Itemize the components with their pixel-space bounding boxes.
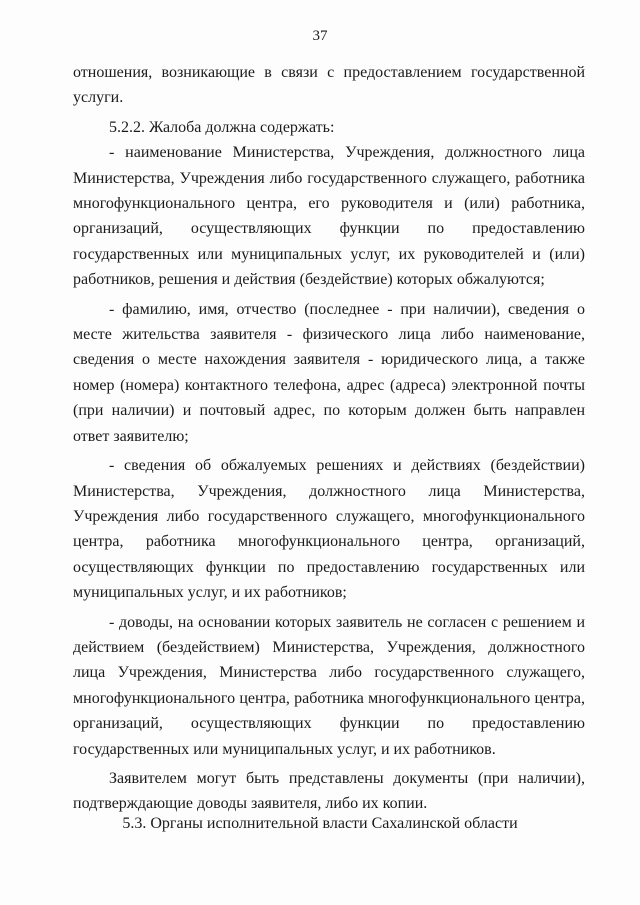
list-item-applicant: - фамилию, имя, отчество (последнее - при наличии), сведения о месте жительства заявителя - физического лица либо наименование, сведения о месте нахождения заявителя - юридического лица, а также номер (номера) контактного телефона, адрес (адреса) электронной почты (при наличии) и почтовый адрес, по которым должен быть направлен ответ заявителю; [73,300,585,445]
list-item-arguments: - доводы, на основании которых заявитель не согласен с решением и действием (бездействием) Министерства, Учреждения, должностного лица Учреждения, Министерства либо государственного служащего, многофункционального центра, работника многофункционального центра, организаций, осуществляющих функции по предоставлению государственных или муниципальных услуг, и их работников. [73,613,585,758]
document-body [73,60,585,817]
paragraph-complaint-contents: 5.2.2. Жалоба должна содержать: [109,118,335,136]
list-item-decisions: - сведения об обжалуемых решениях и действиях (бездействии) Министерства, Учреждения, должностного лица Министерства, Учреждения либо государственного служащего, многофункционального центра, работника многофункционального центра, организаций, осуществляющих функции по предоставлению государственных или муниципальных услуг, и их работников; [73,457,585,602]
list-item-name: - наименование Министерства, Учреждения, должностного лица Министерства, Учреждения либо государственного служащего, работника многофункционального центра, его руководителя и (или) работника, организаций, осуществляющих функции по предоставлению государственных или муниципальных услуг, их руководителей и (или) работников, решения и действия (бездействие) которых обжалуются; [73,144,585,289]
paragraph-continuation: отношения, возникающие в связи с предоставлением государственной услуги. [73,64,585,107]
paragraph-documents: Заявителем могут быть представлены документы (при наличии), подтверждающие доводы заявителя, либо их копии. [73,769,585,813]
section-heading: 5.3. Органы исполнительной власти Сахалинской области [122,815,518,832]
page-number: 37 [312,28,328,44]
